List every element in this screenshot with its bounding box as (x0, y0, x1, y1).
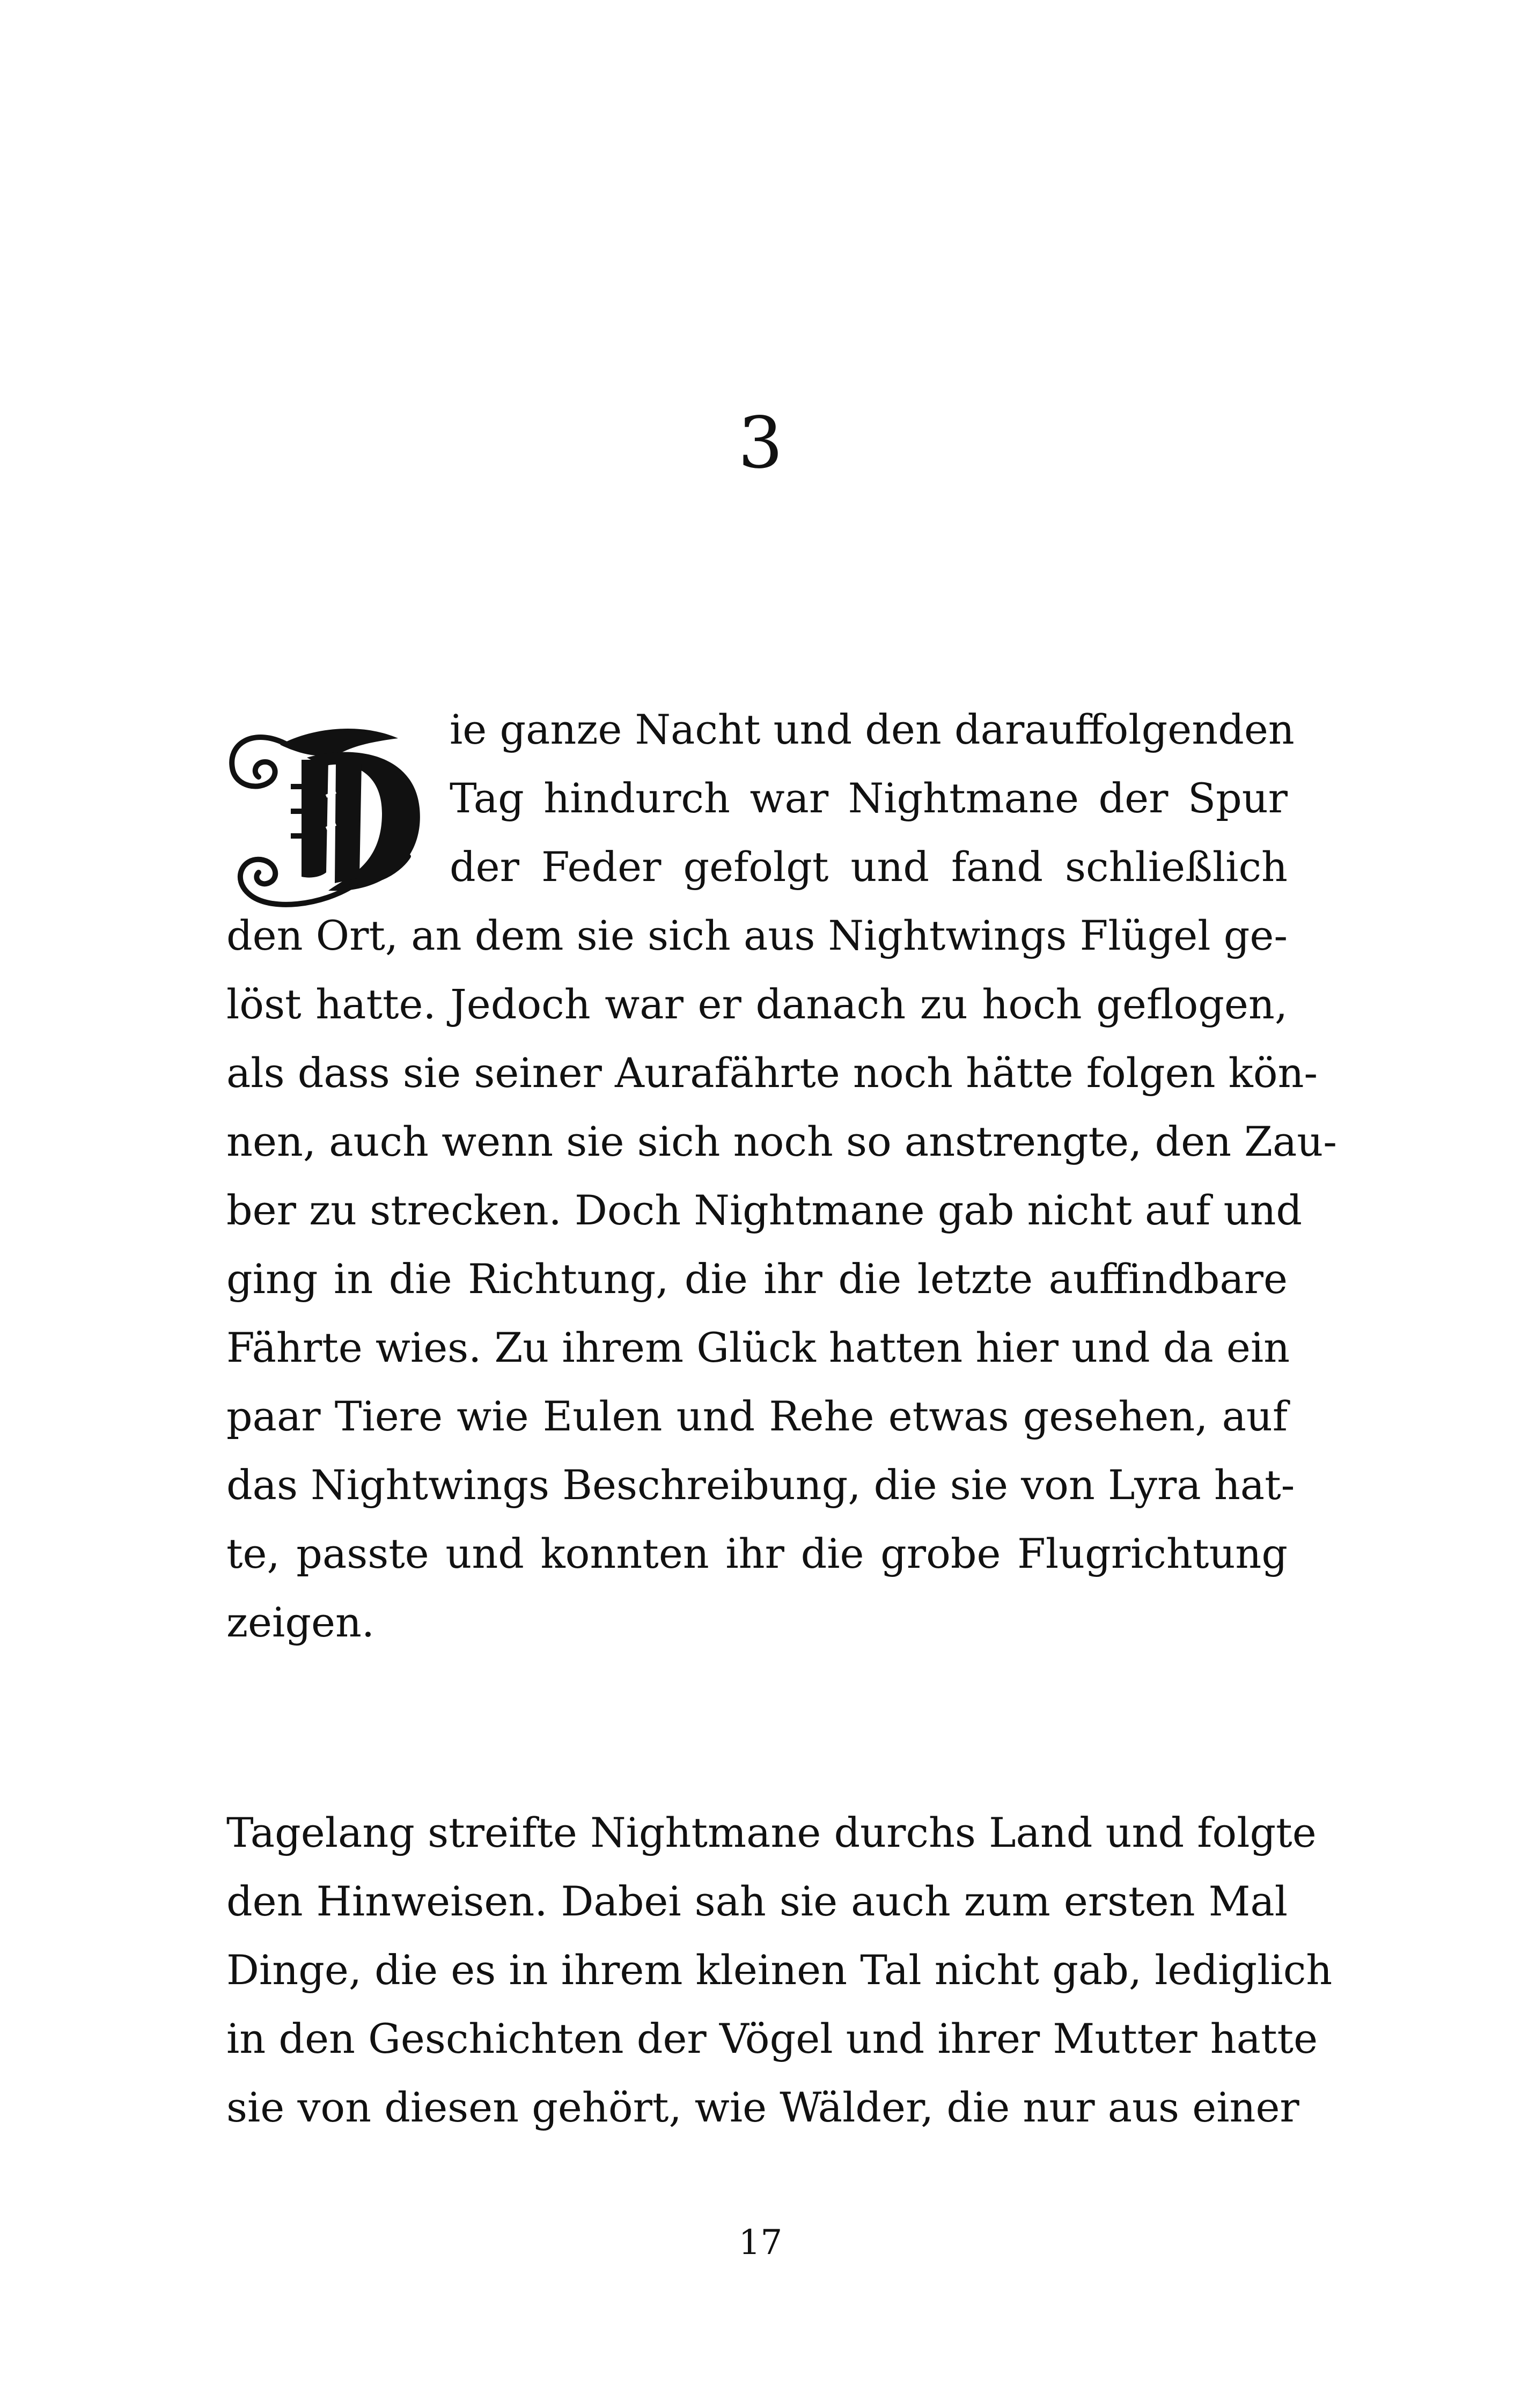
text-line: Tag hindurch war Nightmane der Spur (450, 774, 1288, 822)
text-line: den Hinweisen. Dabei sah sie auch zum ersten Mal (226, 1877, 1288, 1925)
text-line: der Feder gefolgt und fand schließlich (450, 843, 1288, 891)
text-line: ging in die Richtung, die ihr die letzte auffindbare (226, 1255, 1288, 1303)
text-line: zeigen. (226, 1598, 375, 1646)
text-line: paar Tiere wie Eulen und Rehe etwas gesehen, auf (226, 1392, 1288, 1440)
text-line: Tagelang streifte Nightmane durchs Land und folgte (226, 1809, 1317, 1856)
text-line: Dinge, die es in ihrem kleinen Tal nicht gab, lediglich (226, 1946, 1333, 1994)
text-line: löst hatte. Jedoch war er danach zu hoch geflogen, (226, 980, 1288, 1028)
text-line: te, passte und konnten ihr die grobe Flugrichtung (226, 1530, 1288, 1577)
paragraph-1 (226, 695, 1337, 1657)
paragraph-2 (226, 1798, 1333, 2142)
text-line: das Nightwings Beschreibung, die sie von Lyra hat- (226, 1461, 1295, 1509)
text-line: den Ort, an dem sie sich aus Nightwings Flügel ge- (226, 912, 1288, 959)
text-line: sie von diesen gehört, wie Wälder, die nur aus einer (226, 2083, 1299, 2131)
chapter-number: 3 (738, 402, 783, 484)
text-line: ie ganze Nacht und den darauffolgenden (450, 706, 1295, 753)
text-line: nen, auch wenn sie sich noch so anstrengte, den Zau- (226, 1118, 1337, 1165)
page-number: 17 (738, 2223, 783, 2263)
text-line: Fährte wies. Zu ihrem Glück hatten hier und da ein (226, 1324, 1290, 1371)
text-line: als dass sie seiner Aurafährte noch hätte folgen kön- (226, 1049, 1318, 1097)
text-line: in den Geschichten der Vögel und ihrer Mutter hatte (226, 2015, 1318, 2062)
text-line: ber zu strecken. Doch Nightmane gab nicht auf und (226, 1186, 1303, 1234)
